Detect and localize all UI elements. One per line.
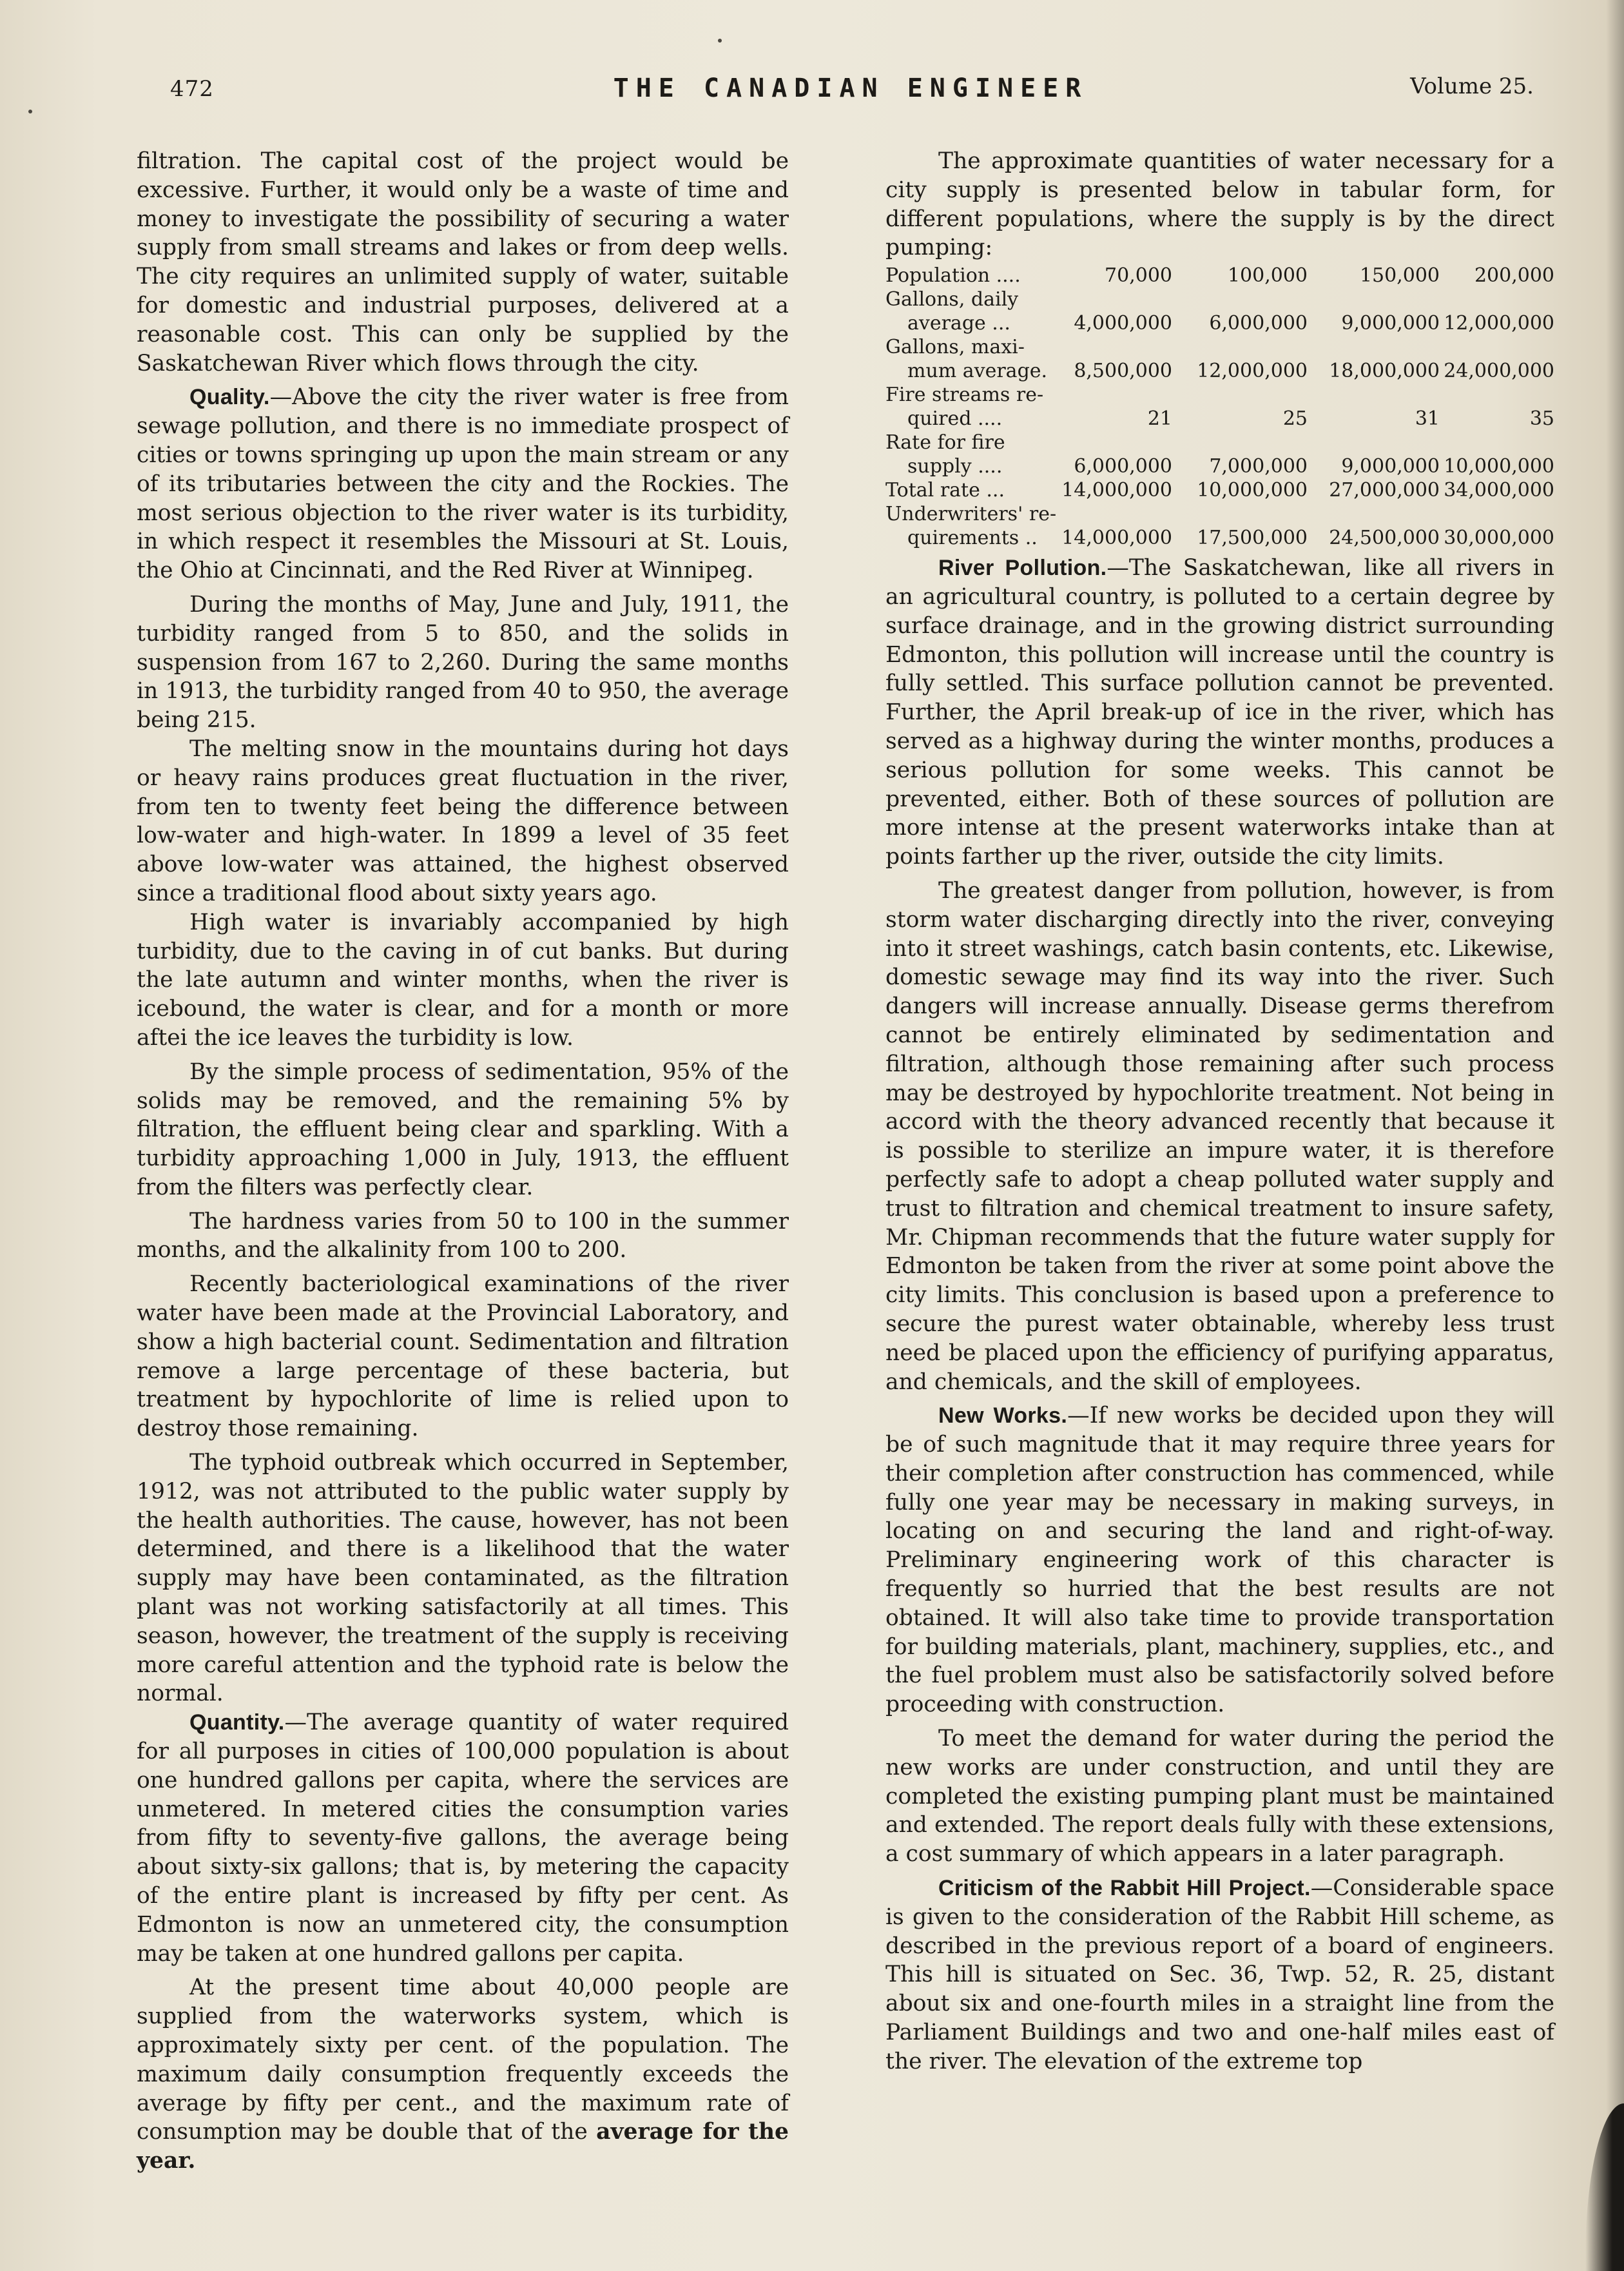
page-curl-shadow [1585, 2103, 1624, 2271]
paragraph: The greatest danger from pollution, however, is from storm water discharging directly into the river, conveying into it street washings, catch basin contents, etc. Likewise, domestic sewage may find its way into the river. Such dangers will increase annually. Disease germs therefrom cannot be entirely eliminated by sedimentation and filtration, although those remaining after such process may be destroyed by hypochlorite treatment. Not being in accord with the theory advanced recently that because it is possible to sterilize an impure water, it is therefore perfectly safe to adopt a cheap polluted water supply and trust to filtration and chemical treatment to insure safety, Mr. Chipman recommends that the future water supply for Edmonton be taken from the river at some point above the city limits. This conclusion is based upon a preference to secure the purest water obtainable, whereby less trust need be placed upon the efficiency of purifying apparatus, and chemicals, and the skill of employees. [885, 877, 1554, 1395]
paragraph: By the simple process of sedimentation, 95% of the solids may be removed, and the remaining 5% by filtration, the effluent being clear and sparkling. With a turbidity approaching 1,000 in July, 1913, the effluent from the filters was perfectly clear. [137, 1058, 789, 1200]
table-cell: 6,000,000 [1209, 312, 1308, 335]
paragraph-quality [137, 383, 789, 585]
table-row-label-line: Total rate ... [885, 479, 1005, 502]
table-row-label-line: average ... [907, 312, 1010, 335]
table-row [885, 431, 1554, 478]
table-cell: 12,000,000 [1444, 312, 1554, 335]
table-cell: 9,000,000 [1341, 455, 1440, 478]
table-row-label [885, 335, 1059, 383]
table-cell: 7,000,000 [1209, 455, 1308, 478]
paragraph: To meet the demand for water during the period the new works are under construction, and until they are completed the existing pumping plant must be maintained and extended. The report deals fully with these extensions, a cost summary of which appears in a later paragraph. [885, 1726, 1554, 1867]
table-row-label [885, 264, 1059, 288]
table-cell: 31 [1415, 407, 1440, 431]
table-row [885, 335, 1554, 383]
section-heading-quantity: Quantity. [189, 1710, 285, 1735]
paragraph-pollution [885, 554, 1554, 872]
table-cell: 35 [1529, 407, 1554, 431]
table-row [885, 288, 1554, 335]
paragraph-text: —Considerable space is given to the consideration of the Rabbit Hill scheme, as described in the previous report of a board of engineers. This hill is situated on Sec. 36, Twp. 52, R. 25, distant about six and one-fourth miles in a straight line from the Parliament Buildings and two and one-half miles east of the river. The elevation of the extreme top [885, 1875, 1554, 2074]
table-row-label-line: supply .... [907, 455, 1003, 478]
table-row-label-line: Rate for fire [885, 431, 1005, 454]
paragraph-text: —The average quantity of water required for all purposes in cities of 100,000 population is about one hundred gallons per capita, where the services are unmetered. In metered cities the consumption varies from fifty to seventy-five gallons, the average being about sixty-six gallons; that is, by metering the capacity of the entire plant is increased by fifty per cent. As Edmonton is now an unmetered city, the consumption may be taken at one hundred gallons per capita. [137, 1710, 789, 1967]
table-row-label-line: Gallons, maxi- [885, 336, 1025, 359]
ink-speck [28, 110, 32, 113]
page-header [168, 70, 1534, 108]
section-heading-quality: Quality. [189, 385, 270, 410]
table-cell: 4,000,000 [1074, 312, 1172, 335]
paragraph: Recently bacteriological examinations of the river water have been made at the Provincial Laboratory, and show a high bacterial count. Sedimentation and filtration remove a large percentage of these bacteria, but treatment by hypochlorite of lime is relied upon to destroy those remaining. [137, 1271, 789, 1442]
table-cell: 30,000,000 [1444, 527, 1554, 550]
left-column [137, 147, 789, 2176]
table-cell: 25 [1282, 407, 1308, 431]
table-row [885, 264, 1554, 288]
paragraph-criticism [885, 1874, 1554, 2076]
paragraph-bold-text: average for the year. [137, 2119, 789, 2174]
paragraph: The typhoid outbreak which occurred in September, 1912, was not attributed to the public water supply by the health authorities. The cause, however, has not been determined, and there is a likelihood that the water supply may have been contaminated, as the filtration plant was not working satisfactorily at all times. This season, however, the treatment of the supply is receiving more careful attention and the typhoid rate is below the normal. [137, 1450, 789, 1707]
paragraph [137, 1973, 789, 2176]
table-cell: 14,000,000 [1061, 479, 1172, 502]
water-quantities-table [885, 264, 1554, 550]
table-row [885, 478, 1554, 502]
right-column [885, 147, 1554, 2076]
section-heading-rabbit-hill: Criticism of the Rabbit Hill Project. [938, 1876, 1311, 1901]
table-row-label [885, 502, 1059, 550]
paragraph: The approximate quantities of water necessary for a city supply is presented below in tabular form, for different populations, where the supply is by the direct pumping: [885, 148, 1554, 261]
paragraph-new-works [885, 1401, 1554, 1719]
paragraph: The melting snow in the mountains during hot days or heavy rains produces great fluctuation in the river, from ten to twenty feet being the difference between low-water and high-water. In 1899 a level of 35 feet above low-water was attained, the highest observed since a traditional flood about sixty years ago. [137, 736, 789, 906]
table-cell: 150,000 [1359, 264, 1440, 288]
table-cell: 17,500,000 [1197, 527, 1308, 550]
table-row-label-line: quired .... [907, 407, 1003, 431]
table-row-label [885, 383, 1059, 431]
paragraph-text: —Above the city the river water is free from sewage pollution, and there is no immediate prospect of cities or towns springing up upon the main stream or any of its tributaries between the city and the Rockies. The most serious objection to the river water is its turbidity, in which respect it resembles the Missouri at St. Louis, the Ohio at Cincinnati, and the Red River at Winnipeg. [137, 384, 789, 584]
table-row-label [885, 431, 1059, 478]
table-cell: 34,000,000 [1444, 479, 1554, 502]
paragraph-text: —If new works be decided upon they will be of such magnitude that it may require three years for their completion after construction has commenced, while fully one year may be necessary in making surveys, in locating on and securing the land and right-of-way. Preliminary engineering work of this character is frequently so hurried that the best results are not obtained. It will also take time to provide transportation for building materials, plant, machinery, supplies, etc., and the fuel problem must also be satisfactorily solved before proceeding with construction. [885, 1403, 1554, 1718]
table-cell: 14,000,000 [1061, 527, 1172, 550]
section-heading-river-pollution: River Pollution. [938, 556, 1107, 581]
table-cell: 24,500,000 [1329, 527, 1440, 550]
table-row [885, 383, 1554, 431]
table-cell: 100,000 [1227, 264, 1308, 288]
table-row-label-line: Underwriters' re- [885, 503, 1057, 526]
paragraph-text: At the present time about 40,000 people are supplied from the waterworks system, which is approximately sixty per cent. of the population. The maximum daily consumption frequently exceeds the average by fifty per cent., and the maximum rate of consumption may be double that of the [137, 1974, 789, 2145]
table-row [885, 502, 1554, 550]
table-row-label-line: Fire streams re- [885, 384, 1044, 407]
table-row-label-line: Gallons, daily [885, 288, 1019, 311]
table-row-label [885, 478, 1059, 502]
paragraph-text: —The Saskatchewan, like all rivers in an agricultural country, is polluted to a certain degree by surface drainage, and in the growing district surrounding Edmonton, this pollution will increase until the country is fully settled. This surface pollution cannot be prevented. Further, the April break-up of ice in the river, which has served as a highway during the winter months, produces a serious pollution for some weeks. This cannot be prevented, either. Both of these sources of pollution are more intense at the present waterworks intake than at points farther up the river, outside the city limits. [885, 555, 1554, 870]
paragraph: High water is invariably accompanied by high turbidity, due to the caving in of cut banks. But during the late autumn and winter months, when the river is icebound, the water is clear, and for a month or more aftei the ice leaves the turbidity is low. [137, 909, 789, 1051]
volume-label: Volume 25. [1410, 73, 1534, 99]
page-number: 472 [170, 76, 214, 102]
table-cell: 12,000,000 [1197, 360, 1308, 383]
page-binding-shadow [1606, 0, 1624, 2271]
table-cell: 18,000,000 [1329, 360, 1440, 383]
paragraph: The hardness varies from 50 to 100 in the summer months, and the alkalinity from 100 to 200. [137, 1208, 789, 1263]
paragraph: During the months of May, June and July, 1911, the turbidity ranged from 5 to 850, and the solids in suspension from 167 to 2,260. During the same months in 1913, the turbidity ranged from 40 to 950, the average being 215. [137, 591, 789, 734]
table-cell: 27,000,000 [1329, 479, 1440, 502]
table-cell: 9,000,000 [1341, 312, 1440, 335]
table-cell: 6,000,000 [1074, 455, 1172, 478]
table-row-label-line: Population .... [885, 264, 1021, 288]
table-cell: 21 [1147, 407, 1172, 431]
table-row-label [885, 288, 1059, 335]
table-cell: 200,000 [1474, 264, 1554, 288]
running-title: THE CANADIAN ENGINEER [613, 73, 1088, 103]
table-cell: 8,500,000 [1074, 360, 1172, 383]
table-cell: 24,000,000 [1444, 360, 1554, 383]
section-heading-new-works: New Works. [938, 1403, 1068, 1428]
ink-speck [718, 39, 722, 43]
table-cell: 70,000 [1105, 264, 1172, 288]
table-cell: 10,000,000 [1444, 455, 1554, 478]
paragraph: filtration. The capital cost of the project would be excessive. Further, it would only be a waste of time and money to investigate the possibility of securing a water supply from small streams and lakes or from deep wells. The city requires an unlimited supply of water, suitable for domestic and industrial purposes, delivered at a reasonable cost. This can only be supplied by the Saskatchewan River which flows through the city. [137, 148, 789, 376]
paragraph-quantity [137, 1708, 789, 1968]
table-cell: 10,000,000 [1197, 479, 1308, 502]
table-row-label-line: quirements .. [907, 527, 1038, 550]
table-row-label-line: mum average. [907, 360, 1048, 383]
